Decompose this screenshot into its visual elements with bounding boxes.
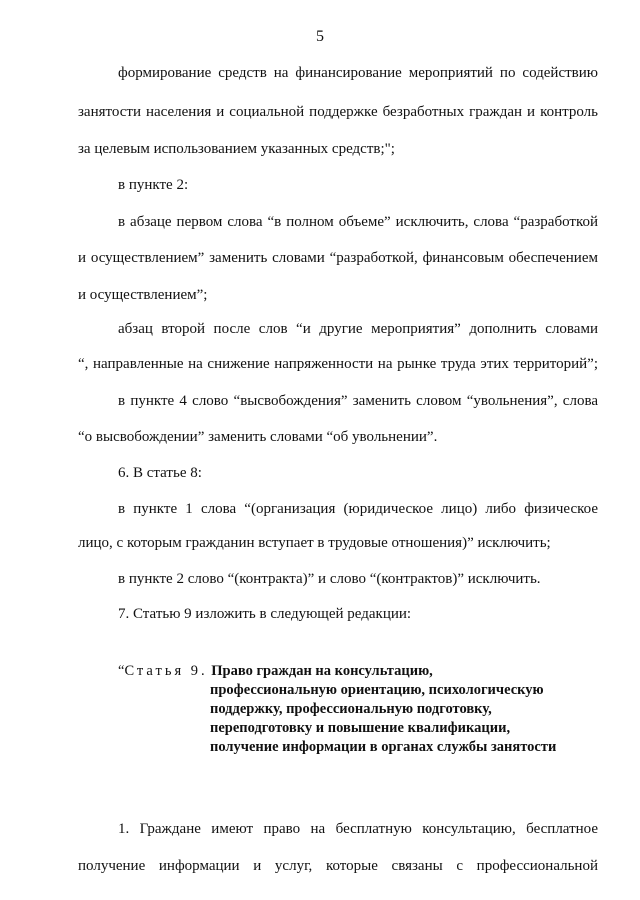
paragraph-line: в абзаце первом слова “в полном объеме” исключить, слова “разработкой: [118, 214, 598, 230]
paragraph-line: занятости населения и социальной поддержке безработных граждан и контроль: [78, 104, 598, 120]
paragraph-line: в пункте 1 слова “(организация (юридическое лицо) либо физическое: [118, 501, 598, 517]
paragraph-line: и осуществлением”;: [78, 287, 208, 303]
article-label: Статья 9.: [124, 663, 208, 679]
paragraph-line: в пункте 2 слово “(контракта)” и слово “(контрактов)” исключить.: [118, 571, 541, 587]
paragraph-line: получение информации и услуг, которые связаны с профессиональной: [78, 858, 598, 874]
article-title-line: получение информации в органах службы занятости: [210, 739, 557, 755]
article-heading: [118, 662, 433, 681]
page-number: 5: [316, 28, 324, 45]
article-title-continuation: [210, 681, 556, 757]
paragraph-line: “о высвобождении” заменить словами “об увольнении”.: [78, 429, 438, 445]
article-title-line: Право граждан на консультацию,: [211, 663, 433, 679]
paragraph-line: “, направленные на снижение напряженности на рынке труда этих территорий”;: [78, 356, 598, 372]
paragraph-line: в пункте 2:: [118, 177, 189, 193]
paragraph-line: 7. Статью 9 изложить в следующей редакции:: [118, 606, 412, 622]
article-title-line: поддержку, профессиональную подготовку,: [210, 701, 492, 717]
paragraph-line: 6. В статье 8:: [118, 465, 202, 481]
paragraph-line: в пункте 4 слово “высвобождения” заменить словом “увольнения”, слова: [118, 393, 598, 409]
paragraph-line: 1. Граждане имеют право на бесплатную консультацию, бесплатное: [118, 821, 598, 837]
paragraph-line: за целевым использованием указанных средств;";: [78, 141, 395, 157]
paragraph-line: и осуществлением” заменить словами “разработкой, финансовым обеспечением: [78, 250, 598, 266]
article-title-line: переподготовку и повышение квалификации,: [210, 720, 511, 736]
paragraph-line: абзац второй после слов “и другие мероприятия” дополнить словами: [118, 321, 598, 337]
paragraph-line: лицо, с которым гражданин вступает в трудовые отношения)” исключить;: [78, 535, 551, 551]
article-title-line: профессиональную ориентацию, психологическую: [210, 682, 544, 698]
quote-mark: “: [118, 663, 125, 679]
paragraph-line: формирование средств на финансирование мероприятий по содействию: [118, 65, 598, 81]
